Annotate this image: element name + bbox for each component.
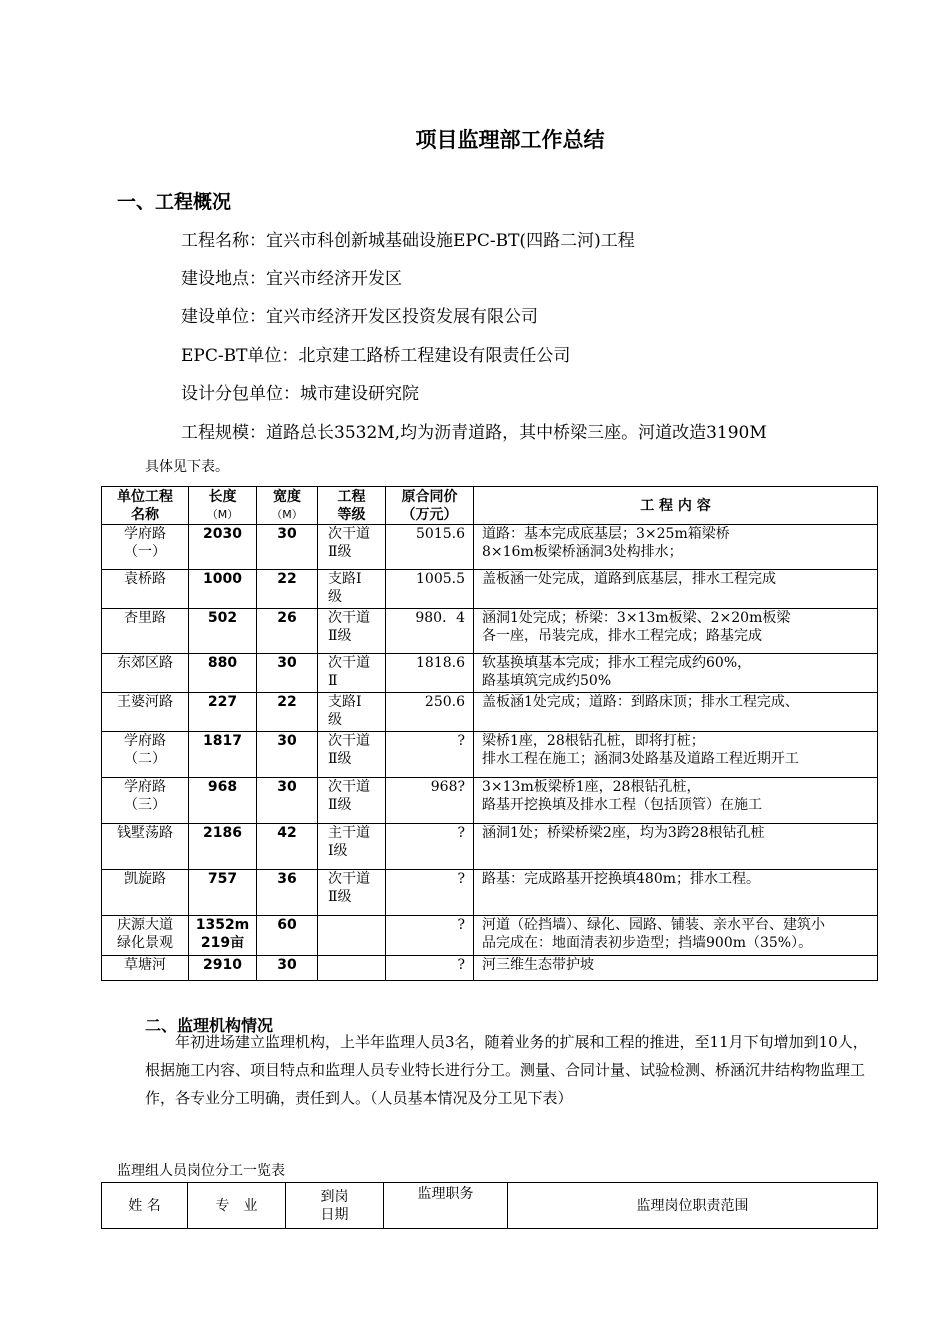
- cell-grade: [318, 916, 386, 956]
- cell-width: 30: [257, 732, 318, 778]
- cell-name: 王婆河路: [102, 693, 189, 732]
- table-row: [102, 916, 878, 956]
- cell-content: 盖板涵一处完成，道路到底基层，排水工程完成: [474, 570, 878, 609]
- staff-header-scope: 监理岗位职责范围: [508, 1183, 878, 1229]
- cell-grade: 支路Ⅰ 级: [318, 570, 386, 609]
- table-row: [102, 732, 878, 778]
- cell-grade: 主干道 Ⅰ级: [318, 824, 386, 870]
- staff-header-major: 专 业: [188, 1183, 286, 1229]
- cell-width: 30: [257, 525, 318, 570]
- cell-price: ?: [386, 732, 474, 778]
- cell-grade: [318, 956, 386, 981]
- table-row: [102, 824, 878, 870]
- cell-width: 30: [257, 654, 318, 693]
- cell-name: 学府路 （一）: [102, 525, 189, 570]
- staff-table-header-row: [102, 1183, 878, 1229]
- cell-content: 道路：基本完成底基层；3×25m箱梁桥 8×16m板梁桥涵洞3处构排水；: [474, 525, 878, 570]
- cell-content: 路基：完成路基开挖换填480m；排水工程。: [474, 870, 878, 916]
- cell-name: 袁桥路: [102, 570, 189, 609]
- info-line-owner: 建设单位：宜兴市经济开发区投资发展有限公司: [181, 307, 538, 327]
- cell-name: 庆源大道 绿化景观: [102, 916, 189, 956]
- project-table: [101, 486, 878, 981]
- header-name: 单位工程 名称: [102, 487, 189, 525]
- table-row: [102, 870, 878, 916]
- cell-content: 河三维生态带护坡: [474, 956, 878, 981]
- cell-length: 502: [189, 609, 257, 654]
- header-width: 宽度 （M）: [257, 487, 318, 525]
- cell-price: 250.6: [386, 693, 474, 732]
- cell-width: 26: [257, 609, 318, 654]
- cell-length: 880: [189, 654, 257, 693]
- staff-header-duty: 监理职务: [384, 1183, 508, 1229]
- cell-length: 227: [189, 693, 257, 732]
- cell-grade: 次干道 Ⅱ级: [318, 870, 386, 916]
- cell-content: 软基换填基本完成；排水工程完成约60%， 路基填筑完成约50%: [474, 654, 878, 693]
- cell-grade: 次干道 Ⅱ: [318, 654, 386, 693]
- info-line-scale: 工程规模：道路总长3532M,均为沥青道路，其中桥梁三座。河道改造3190M: [181, 423, 767, 443]
- cell-grade: 支路Ⅰ 级: [318, 693, 386, 732]
- info-line-location: 建设地点：宜兴市经济开发区: [181, 269, 402, 289]
- cell-price: 1005.5: [386, 570, 474, 609]
- info-line-epc-unit: EPC-BT单位：北京建工路桥工程建设有限责任公司: [181, 346, 571, 366]
- table-row: [102, 956, 878, 981]
- page-title: 项目监理部工作总结: [415, 128, 605, 152]
- cell-length: 2030: [189, 525, 257, 570]
- section-2-paragraph: 年初进场建立监理机构，上半年监理人员3名，随着业务的扩展和工程的推进，至11月下旬增加到10人，根据施工内容、项目特点和监理人员专业特长进行分工。测量、合同计量、试验检测、桥涵沉井结构物监理工作，各专业分工明确，责任到人。（人员基本情况及分工见下表）: [145, 1033, 868, 1107]
- table-row: [102, 525, 878, 570]
- cell-name: 东郊区路: [102, 654, 189, 693]
- cell-length: 2910: [189, 956, 257, 981]
- cell-content: 涵洞1处；桥梁桥梁2座，均为3跨28根钻孔桩: [474, 824, 878, 870]
- header-price: 原合同价 （万元）: [386, 487, 474, 525]
- cell-name: 草塘河: [102, 956, 189, 981]
- cell-width: 36: [257, 870, 318, 916]
- cell-length: 757: [189, 870, 257, 916]
- cell-name: 钱墅荡路: [102, 824, 189, 870]
- table-row: [102, 654, 878, 693]
- table-row: [102, 570, 878, 609]
- cell-price: 1818.6: [386, 654, 474, 693]
- cell-price: 980．4: [386, 609, 474, 654]
- cell-name: 凯旋路: [102, 870, 189, 916]
- cell-width: 22: [257, 693, 318, 732]
- cell-length: 1000: [189, 570, 257, 609]
- staff-header-name: 姓 名: [102, 1183, 188, 1229]
- cell-width: 60: [257, 916, 318, 956]
- cell-length: 1352m 219亩: [189, 916, 257, 956]
- staff-table: [101, 1182, 878, 1229]
- cell-length: 2186: [189, 824, 257, 870]
- header-grade: 工程 等级: [318, 487, 386, 525]
- cell-content: 3×13m板梁桥1座，28根钻孔桩， 路基开挖换填及排水工程（包括顶管）在施工: [474, 778, 878, 824]
- cell-name: 杏里路: [102, 609, 189, 654]
- cell-content: 梁桥1座，28根钻孔桩，即将打桩； 排水工程在施工；涵洞3处路基及道路工程近期开工: [474, 732, 878, 778]
- table-2-caption: 监理组人员岗位分工一览表: [117, 1163, 285, 1179]
- cell-grade: 次干道 Ⅱ级: [318, 732, 386, 778]
- section-1-heading: 一、工程概况: [117, 191, 232, 213]
- cell-grade: 次干道 Ⅱ级: [318, 525, 386, 570]
- section-2-heading: 二、监理机构情况: [145, 1016, 274, 1035]
- table-note: 具体见下表。: [145, 459, 229, 475]
- cell-name: 学府路 （二）: [102, 732, 189, 778]
- cell-content: 盖板涵1处完成；道路：到路床顶；排水工程完成、: [474, 693, 878, 732]
- header-content: 工 程 内 容: [474, 487, 878, 525]
- cell-width: 30: [257, 956, 318, 981]
- header-length: 长度 （M）: [189, 487, 257, 525]
- cell-price: 5015.6: [386, 525, 474, 570]
- cell-price: ?: [386, 956, 474, 981]
- staff-header-date: 到岗 日期: [286, 1183, 384, 1229]
- cell-content: 涵洞1处完成；桥梁：3×13m板梁、2×20m板梁 各一座，吊装完成，排水工程完成；路基完成: [474, 609, 878, 654]
- cell-content: 河道（砼挡墙）、绿化、园路、铺装、亲水平台、建筑小 品完成在：地面清表初步造型；挡墙900m（35%）。: [474, 916, 878, 956]
- cell-name: 学府路 （三）: [102, 778, 189, 824]
- cell-price: ?: [386, 916, 474, 956]
- cell-grade: 次干道 Ⅱ级: [318, 778, 386, 824]
- table-row: [102, 609, 878, 654]
- cell-price: ?: [386, 870, 474, 916]
- cell-width: 22: [257, 570, 318, 609]
- cell-length: 968: [189, 778, 257, 824]
- table-header-row: [102, 487, 878, 525]
- info-line-design-unit: 设计分包单位：城市建设研究院: [181, 384, 419, 404]
- cell-price: ?: [386, 824, 474, 870]
- cell-width: 30: [257, 778, 318, 824]
- table-row: [102, 778, 878, 824]
- cell-price: 968?: [386, 778, 474, 824]
- cell-grade: 次干道 Ⅱ级: [318, 609, 386, 654]
- table-row: [102, 693, 878, 732]
- info-line-project-name: 工程名称：宜兴市科创新城基础设施EPC-BT(四路二河)工程: [181, 231, 635, 251]
- cell-width: 42: [257, 824, 318, 870]
- cell-length: 1817: [189, 732, 257, 778]
